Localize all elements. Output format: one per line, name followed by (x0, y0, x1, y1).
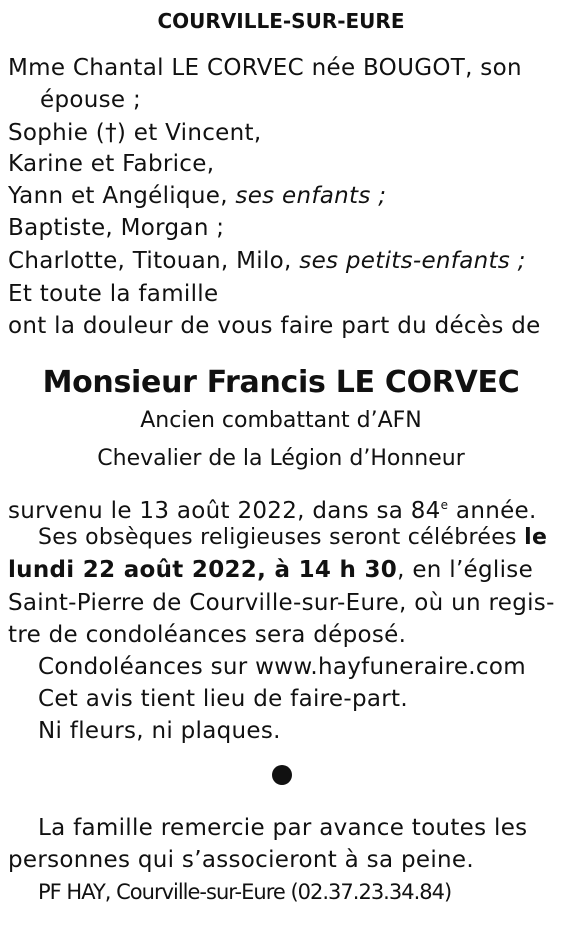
family-line-7 (8, 246, 526, 276)
funeral-home-line: PF HAY, Courville-sur-Eure (02.37.23.34.84) (38, 880, 452, 904)
deceased-name: Monsieur Francis LE CORVEC (42, 365, 520, 400)
notice-line: Cet avis tient lieu de faire-part. (38, 686, 408, 712)
death-line (8, 490, 537, 526)
thanks-line-1: La famille remercie par avance toutes les (38, 815, 528, 841)
funeral-text: Ses obsèques religieuses seront célébrées (38, 525, 525, 550)
family-line-2: épouse ; (40, 87, 141, 113)
funeral-line-2 (8, 555, 533, 585)
grandchildren-names: Charlotte, Titouan, Milo, (8, 248, 300, 274)
death-line-text: survenu le 13 août 2022, dans sa 84 (8, 498, 441, 524)
deceased-title-1: Ancien combattant d’AFN (140, 408, 422, 433)
funeral-date: lundi 22 août 2022, à 14 h 30 (8, 557, 398, 583)
family-line-3: Sophie (†) et Vincent, (8, 120, 262, 146)
funeral-line-4: tre de condoléances sera déposé. (8, 622, 407, 648)
funeral-line-1 (38, 523, 547, 553)
death-line-end: année. (448, 498, 537, 524)
funeral-bold-start: le (524, 525, 548, 550)
children-names: Yann et Angélique, (8, 183, 236, 209)
grandchildren-role: ses petits-enfants ; (299, 248, 526, 274)
thanks-line-2: personnes qui s’associeront à sa peine. (8, 847, 474, 873)
separator-bullet-icon (272, 765, 292, 785)
deceased-title-2: Chevalier de la Légion d’Honneur (97, 446, 465, 471)
family-line-8: Et toute la famille (8, 281, 219, 307)
funeral-line-3: Saint-Pierre de Courville-sur-Eure, où un regis- (8, 590, 555, 616)
family-line-1: Mme Chantal LE CORVEC née BOUGOT, son (8, 55, 522, 81)
condolences-line: Condoléances sur www.hayfuneraire.com (38, 654, 526, 680)
family-line-9: ont la douleur de vous faire part du décès de (8, 313, 541, 339)
family-line-6: Baptiste, Morgan ; (8, 215, 225, 241)
flowers-line: Ni fleurs, ni plaques. (38, 718, 281, 744)
family-line-5 (8, 181, 386, 211)
family-line-4: Karine et Fabrice, (8, 151, 215, 177)
death-line-superscript: e (440, 498, 449, 512)
funeral-place-start: , en l’église (397, 557, 534, 583)
town-heading: COURVILLE-SUR-EURE (157, 9, 405, 33)
children-role: ses enfants ; (235, 183, 387, 209)
